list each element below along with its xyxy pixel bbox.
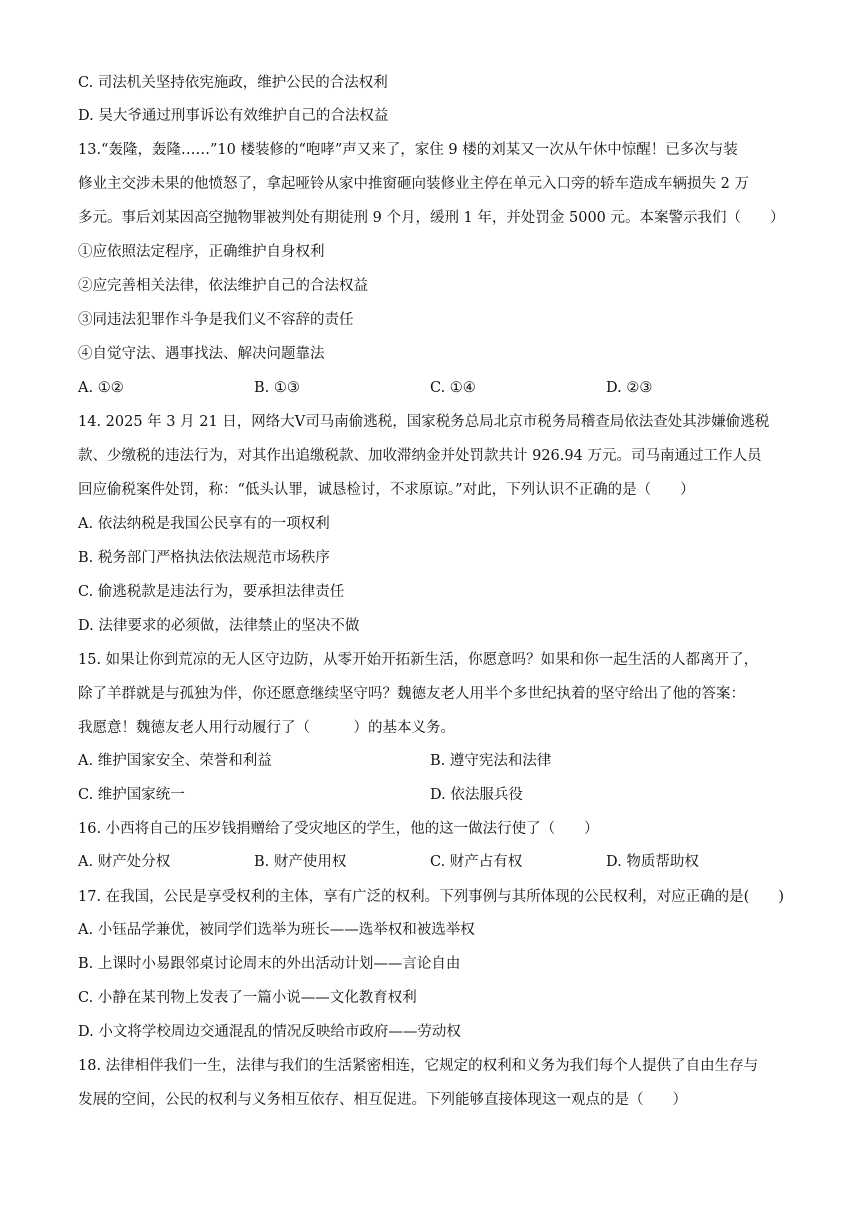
q13-option-a: A. ①②: [78, 380, 124, 396]
q15-option-a: A. 维护国家安全、荣誉和利益: [78, 753, 272, 769]
q17-option-c: C. 小静在某刊物上发表了一篇小说——文化教育权利: [78, 990, 417, 1006]
q15-stem-line-1: 15. 如果让你到荒凉的无人区守边防，从零开始开拓新生活，你愿意吗？如果和你一起生活的人都离开了，: [78, 652, 759, 668]
q18-stem-line-2: 发展的空间，公民的权利与义务相互依存、相互促进。下列能够直接体现这一观点的是（ ）: [78, 1092, 687, 1108]
q12-option-d: D. 吴大爷通过刑事诉讼有效维护自己的合法权益: [78, 108, 389, 124]
q17-option-b: B. 上课时小易跟邻桌讨论周末的外出活动计划——言论自由: [78, 956, 461, 972]
q16-option-a: A. 财产处分权: [78, 854, 171, 870]
q15-option-d: D. 依法服兵役: [430, 787, 523, 803]
q14-option-c: C. 偷逃税款是违法行为，要承担法律责任: [78, 584, 345, 600]
q14-stem-line-2: 款、少缴税的违法行为，对其作出追缴税款、加收滞纳金并处罚款共计 926.94 万元。司马南通过工作人员: [78, 448, 762, 464]
q14-option-a: A. 依法纳税是我国公民享有的一项权利: [78, 516, 330, 532]
q17-stem: 17. 在我国，公民是享受权利的主体，享有广泛的权利。下列事例与其所体现的公民权利，对应正确的是( ): [78, 889, 784, 905]
q15-option-b: B. 遵守宪法和法律: [430, 753, 552, 769]
q13-option-b: B. ①③: [254, 380, 300, 396]
q17-option-d: D. 小文将学校周边交通混乱的情况反映给市政府——劳动权: [78, 1024, 461, 1040]
q15-stem-line-2: 除了羊群就是与孤独为伴，你还愿意继续坚守吗？魏德友老人用半个多世纪执着的坚守给出了他的答案：: [78, 686, 745, 702]
q12-option-c: C. 司法机关坚持依宪施政，维护公民的合法权利: [78, 75, 388, 91]
q16-option-b: B. 财产使用权: [254, 854, 347, 870]
q13-option-d: D. ②③: [606, 380, 653, 396]
q14-stem-line-3: 回应偷税案件处罚，称：“低头认罪，诚恳检讨，不求原谅。”对此，下列认识不正确的是（ ）: [78, 482, 695, 498]
q15-stem-line-3: 我愿意！魏德友老人用行动履行了（ ）的基本义务。: [78, 720, 455, 736]
q16-option-d: D. 物质帮助权: [606, 854, 699, 870]
q16-option-c: C. 财产占有权: [430, 854, 523, 870]
q15-option-c: C. 维护国家统一: [78, 787, 185, 803]
q13-stem-line-2: 修业主交涉未果的他愤怒了，拿起哑铃从家中推窗砸向装修业主停在单元入口旁的轿车造成车辆损失 2 万: [78, 176, 749, 192]
q13-stem-line-1: 13.“轰隆，轰隆……”10 楼装修的“咆哮”声又来了，家住 9 楼的刘某又一次从午休中惊醒！已多次与装: [78, 142, 738, 158]
q14-option-b: B. 税务部门严格执法依法规范市场秩序: [78, 550, 330, 566]
q13-option-c: C. ①④: [430, 380, 476, 396]
q14-option-d: D. 法律要求的必须做，法律禁止的坚决不做: [78, 618, 360, 634]
q13-statement-1: ①应依照法定程序，正确维护自身权利: [78, 244, 325, 260]
q13-stem-line-3: 多元。事后刘某因高空抛物罪被判处有期徒刑 9 个月，缓刑 1 年，并处罚金 5000 元。本案警示我们（ ）: [78, 210, 785, 226]
q14-stem-line-1: 14. 2025 年 3 月 21 日，网络大Ⅴ司马南偷逃税，国家税务总局北京市税务局稽查局依法查处其涉嫌偷逃税: [78, 414, 770, 430]
q13-statement-4: ④自觉守法、遇事找法、解决问题靠法: [78, 346, 325, 362]
q18-stem-line-1: 18. 法律相伴我们一生，法律与我们的生活紧密相连，它规定的权利和义务为我们每个人提供了自由生存与: [78, 1058, 759, 1074]
q13-statement-3: ③同违法犯罪作斗争是我们义不容辞的责任: [78, 312, 354, 328]
q16-stem: 16. 小西将自己的压岁钱捐赠给了受灾地区的学生，他的这一做法行使了（ ）: [78, 821, 599, 837]
q17-option-a: A. 小钰品学兼优，被同学们选举为班长——选举权和被选举权: [78, 922, 475, 938]
q13-statement-2: ②应完善相关法律，依法维护自己的合法权益: [78, 278, 368, 294]
